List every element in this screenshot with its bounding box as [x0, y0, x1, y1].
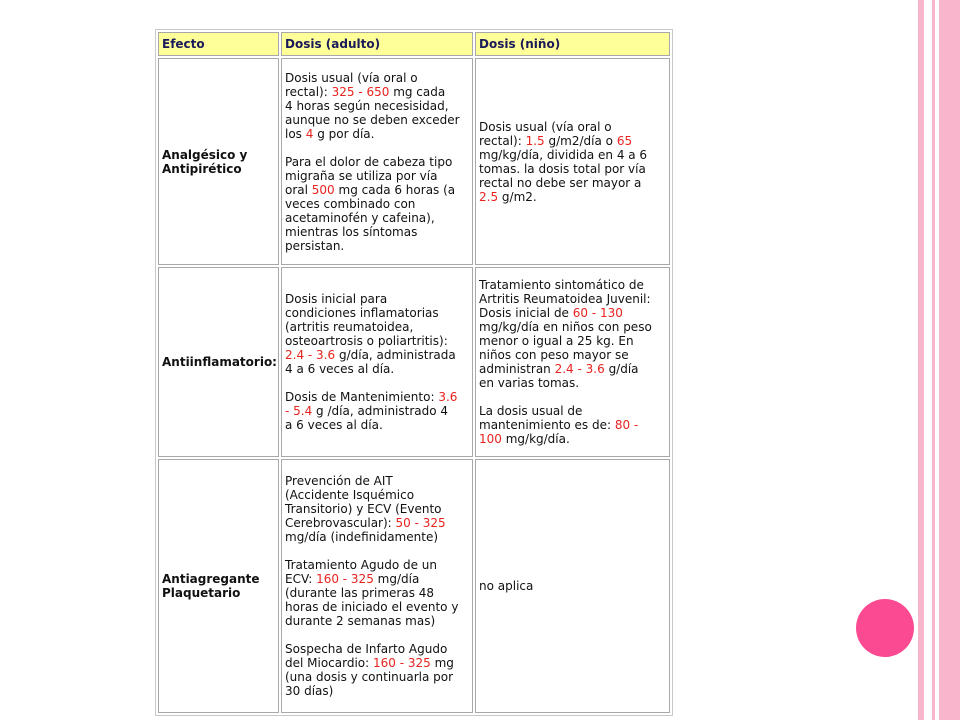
header-row	[158, 32, 670, 56]
effect-cell: Antiinflamatorio:	[158, 267, 279, 457]
dose-paragraph: no aplica	[479, 579, 534, 593]
dose-paragraph: Dosis de Mantenimiento: 3.6 - 5.4 g /día, administrado 4 a 6 veces al día.	[285, 390, 458, 432]
child-dose-cell	[475, 58, 670, 265]
dosage-table	[155, 29, 673, 716]
dose-paragraph: Dosis inicial para condiciones inflamatorias (artritis reumatoidea, osteoartrosis o poliartritis): 2.4 - 3.6 g/día, administrada 4 a 6 veces al día.	[285, 292, 456, 376]
right-border-stripe	[939, 0, 960, 720]
adult-dose-cell	[281, 459, 473, 713]
dose-paragraph: Prevención de AIT (Accidente Isquémico Transitorio) y ECV (Evento Cerebrovascular): 50 - 325 mg/día (indefinidamente)	[285, 474, 446, 544]
effect-cell: Antiagregante Plaquetario	[158, 459, 279, 713]
child-dose-cell	[475, 459, 670, 713]
dose-paragraph: Dosis usual (vía oral o rectal): 1.5 g/m2/día o 65 mg/kg/día, dividida en 4 a 6 tomas. la dosis total por vía rectal no debe ser mayor a 2.5 g/m2.	[479, 119, 648, 204]
dose-paragraph: Para el dolor de cabeza tipo migraña se utiliza por vía oral 500 mg cada 6 horas (a veces combinado con acetaminofén y cafeina), mientras los síntomas persistan.	[285, 154, 456, 253]
child-dose-cell	[475, 267, 670, 457]
dose-paragraph: Tratamiento sintomático de Artritis Reumatoidea Juvenil: Dosis inicial de 60 - 130 mg/kg/día en niños con peso menor o igual a 25 kg. En niños con peso mayor se administran 2.4 - 3.6 g/día en varias tomas.	[479, 278, 652, 390]
dose-paragraph: Sospecha de Infarto Agudo del Miocardio: 160 - 325 mg (una dosis y continuarla por 30 días)	[285, 642, 454, 698]
effect-cell: Analgésico y Antipirético	[158, 58, 279, 265]
table-row	[158, 267, 670, 457]
dose-paragraph: La dosis usual de mantenimiento es de: 80 - 100 mg/kg/día.	[479, 404, 639, 446]
header-child-dose: Dosis (niño)	[475, 32, 670, 56]
right-border-gap	[924, 0, 932, 720]
table-row	[158, 459, 670, 713]
adult-dose-cell	[281, 58, 473, 265]
header-adult-dose: Dosis (adulto)	[281, 32, 473, 56]
table-row	[158, 58, 670, 265]
adult-dose-cell	[281, 267, 473, 457]
header-effect: Efecto	[158, 32, 279, 56]
decorative-circle	[856, 599, 914, 657]
dose-paragraph: Dosis usual (vía oral o rectal): 325 - 650 mg cada 4 horas según necesisidad, aunque no se deben exceder los 4 g por día.	[285, 70, 460, 141]
dose-paragraph: Tratamiento Agudo de un ECV: 160 - 325 mg/día (durante las primeras 48 horas de iniciado el evento y durante 2 semanas mas)	[285, 558, 459, 628]
